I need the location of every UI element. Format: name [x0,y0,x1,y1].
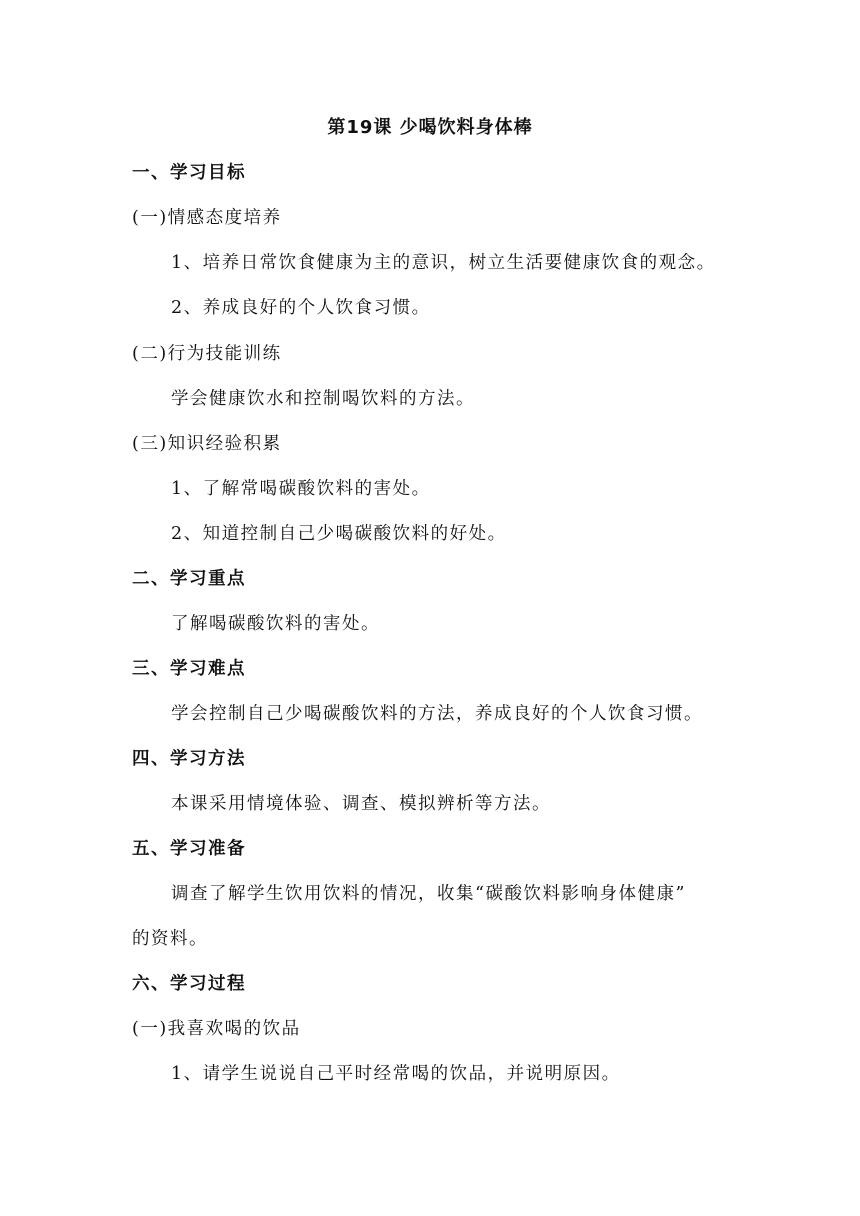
paragraph-preparation-line2: 的资料。 [132,929,208,949]
paragraph-behavior-skills: 学会健康饮水和控制喝饮料的方法。 [171,389,475,409]
subheading-knowledge: (三)知识经验积累 [132,434,282,454]
list-item: 2、养成良好的个人饮食习惯。 [171,298,431,318]
section-heading-process: 六、学习过程 [132,974,246,994]
list-item: 1、培养日常饮食健康为主的意识，树立生活要健康饮食的观念。 [171,253,716,273]
list-item: 1、了解常喝碳酸饮料的害处。 [171,479,431,499]
section-heading-preparation: 五、学习准备 [132,839,246,859]
list-item: 1、请学生说说自己平时经常喝的饮品，并说明原因。 [171,1064,621,1084]
document-title: 第19课 少喝饮料身体棒 [327,117,533,138]
paragraph-key-points: 了解喝碳酸饮料的害处。 [171,614,380,634]
paragraph-preparation-line1: 调查了解学生饮用饮料的情况，收集“碳酸饮料影响身体健康” [171,884,686,904]
subheading-behavior-skills: (二)行为技能训练 [132,344,282,364]
section-heading-key-points: 二、学习重点 [132,569,246,589]
subheading-favorite-drinks: (一)我喜欢喝的饮品 [132,1019,301,1039]
section-heading-goals: 一、学习目标 [132,163,246,183]
paragraph-methods: 本课采用情境体验、调查、模拟辨析等方法。 [171,794,551,814]
paragraph-difficulties: 学会控制自己少喝碳酸饮料的方法，养成良好的个人饮食习惯。 [171,704,703,724]
list-item: 2、知道控制自己少喝碳酸饮料的好处。 [171,524,507,544]
section-heading-difficulties: 三、学习难点 [132,659,246,679]
section-heading-methods: 四、学习方法 [132,749,246,769]
subheading-emotional-attitude: (一)情感态度培养 [132,208,282,228]
